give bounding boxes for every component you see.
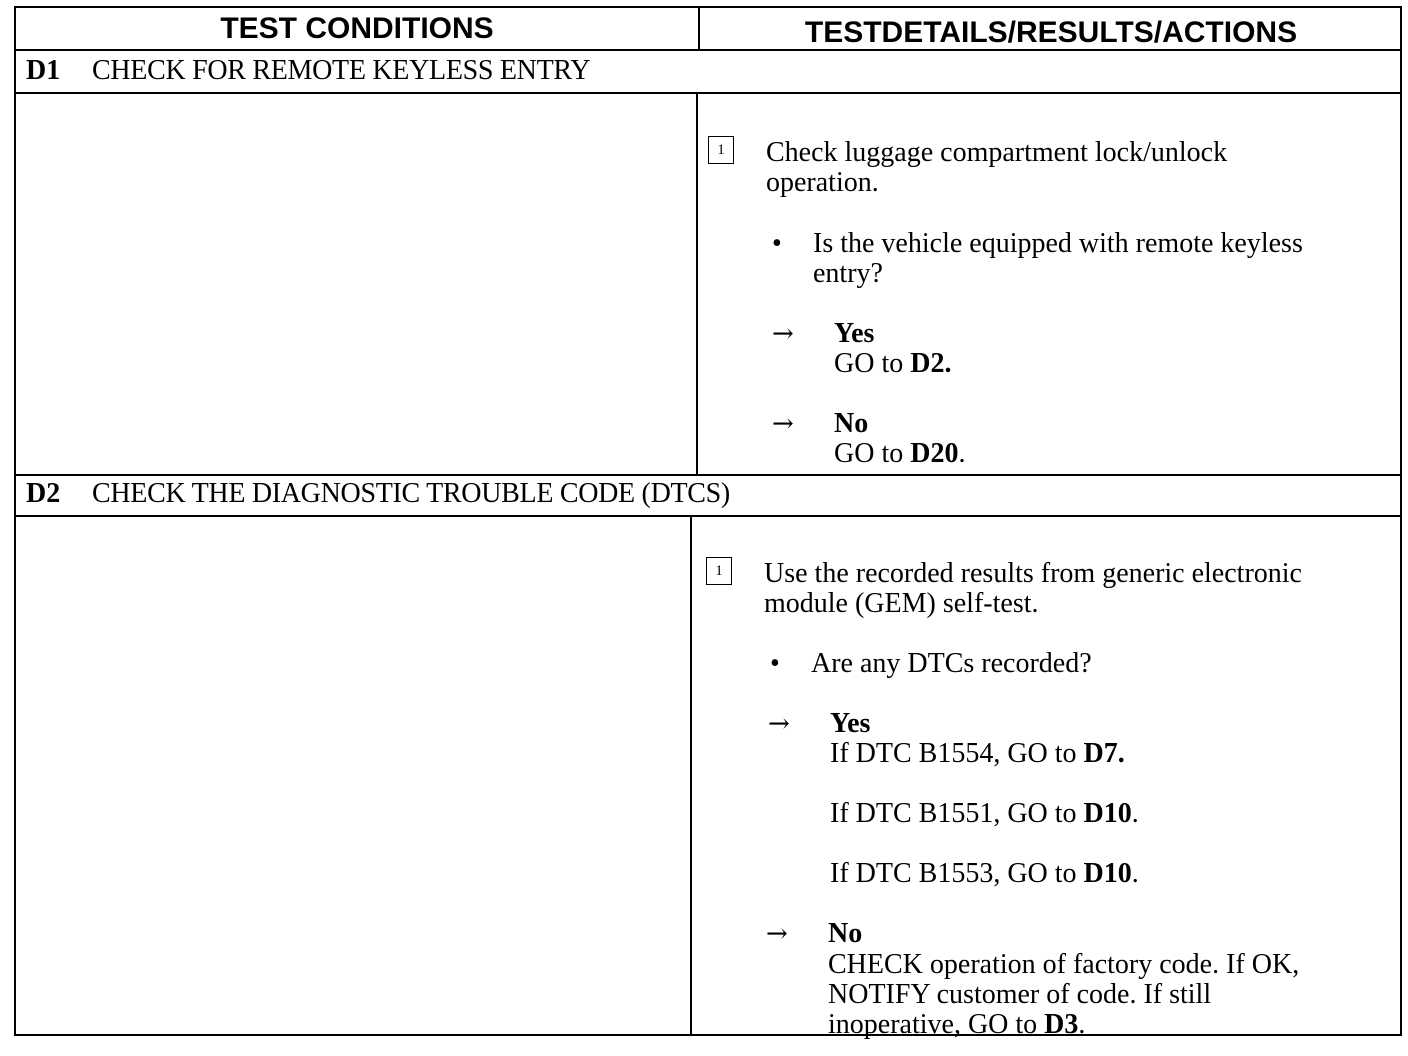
- d2-yes-action-1: [830, 739, 1125, 769]
- section-d1-title: [26, 51, 590, 91]
- d1-step-line2: operation.: [766, 167, 879, 198]
- divider-d2-column: [690, 516, 692, 1036]
- d1-no-label: No: [834, 408, 869, 439]
- d1-no-go-text: GO to: [834, 438, 911, 469]
- divider-d2-title: [16, 515, 1400, 517]
- d1-yes-arrow-icon: →: [772, 319, 794, 349]
- d1-step-number-box: 1: [708, 136, 734, 164]
- d2-yes-3-end: .: [1131, 858, 1139, 889]
- d2-step-number-box: 1: [706, 557, 732, 585]
- diagnostic-table: [14, 6, 1402, 1040]
- d2-no-line1: CHECK operation of factory code. If OK,: [828, 949, 1300, 980]
- d1-no-end: .: [958, 438, 966, 469]
- d2-no-line3-text: inoperative, GO to: [828, 1009, 1045, 1040]
- d2-step-line2: module (GEM) self-test.: [764, 588, 1039, 619]
- d2-yes-2-target: D10: [1083, 798, 1132, 829]
- d1-yes-action: [834, 349, 951, 379]
- section-d2-title: [26, 474, 730, 514]
- d2-question: Are any DTCs recorded?: [811, 648, 1092, 679]
- d2-step-line1: Use the recorded results from generic electronic: [764, 558, 1302, 589]
- d2-yes-arrow-icon: →: [768, 709, 790, 739]
- divider-d1-column: [696, 93, 698, 475]
- d1-yes-go-text: GO to: [834, 348, 911, 379]
- d2-no-line3: [828, 1010, 1085, 1040]
- d2-yes-3-target: D10: [1083, 858, 1132, 889]
- section-d2-id: D2: [26, 478, 61, 509]
- d2-no-line2: NOTIFY customer of code. If still: [828, 979, 1212, 1010]
- d2-no-end: .: [1078, 1009, 1086, 1040]
- section-d1-id: D1: [26, 55, 61, 86]
- d2-bullet-icon: •: [770, 648, 780, 679]
- d2-no-label: No: [828, 918, 863, 949]
- d2-yes-action-2: [830, 799, 1139, 829]
- d2-yes-3-text: If DTC B1553, GO to: [830, 858, 1084, 889]
- d2-yes-1-target: D7.: [1083, 738, 1125, 769]
- divider-header-column: [698, 8, 700, 50]
- d2-no-target: D3: [1044, 1009, 1079, 1040]
- d1-bullet-icon: •: [772, 228, 782, 259]
- header-test-conditions: TEST CONDITIONS: [220, 12, 494, 45]
- d1-yes-target: D2.: [910, 348, 952, 379]
- d2-yes-action-3: [830, 859, 1139, 889]
- header-test-details: TESTDETAILS/RESULTS/ACTIONS: [804, 16, 1298, 49]
- d1-no-target: D20: [910, 438, 959, 469]
- d1-yes-label: Yes: [834, 318, 875, 349]
- d1-question-line1: Is the vehicle equipped with remote keyless: [813, 228, 1303, 259]
- d2-yes-label: Yes: [830, 708, 871, 739]
- d2-yes-2-end: .: [1131, 798, 1139, 829]
- d1-no-action: [834, 439, 965, 469]
- d1-step-line1: Check luggage compartment lock/unlock: [766, 137, 1228, 168]
- section-d1-text: CHECK FOR REMOTE KEYLESS ENTRY: [92, 55, 591, 86]
- d1-no-arrow-icon: →: [772, 409, 794, 439]
- d2-yes-2-text: If DTC B1551, GO to: [830, 798, 1084, 829]
- d2-yes-1-text: If DTC B1554, GO to: [830, 738, 1084, 769]
- section-d2-text: CHECK THE DIAGNOSTIC TROUBLE CODE (DTCS): [92, 478, 730, 509]
- d2-no-arrow-icon: →: [766, 919, 788, 949]
- d1-question-line2: entry?: [813, 258, 883, 289]
- divider-d1-title: [16, 92, 1400, 94]
